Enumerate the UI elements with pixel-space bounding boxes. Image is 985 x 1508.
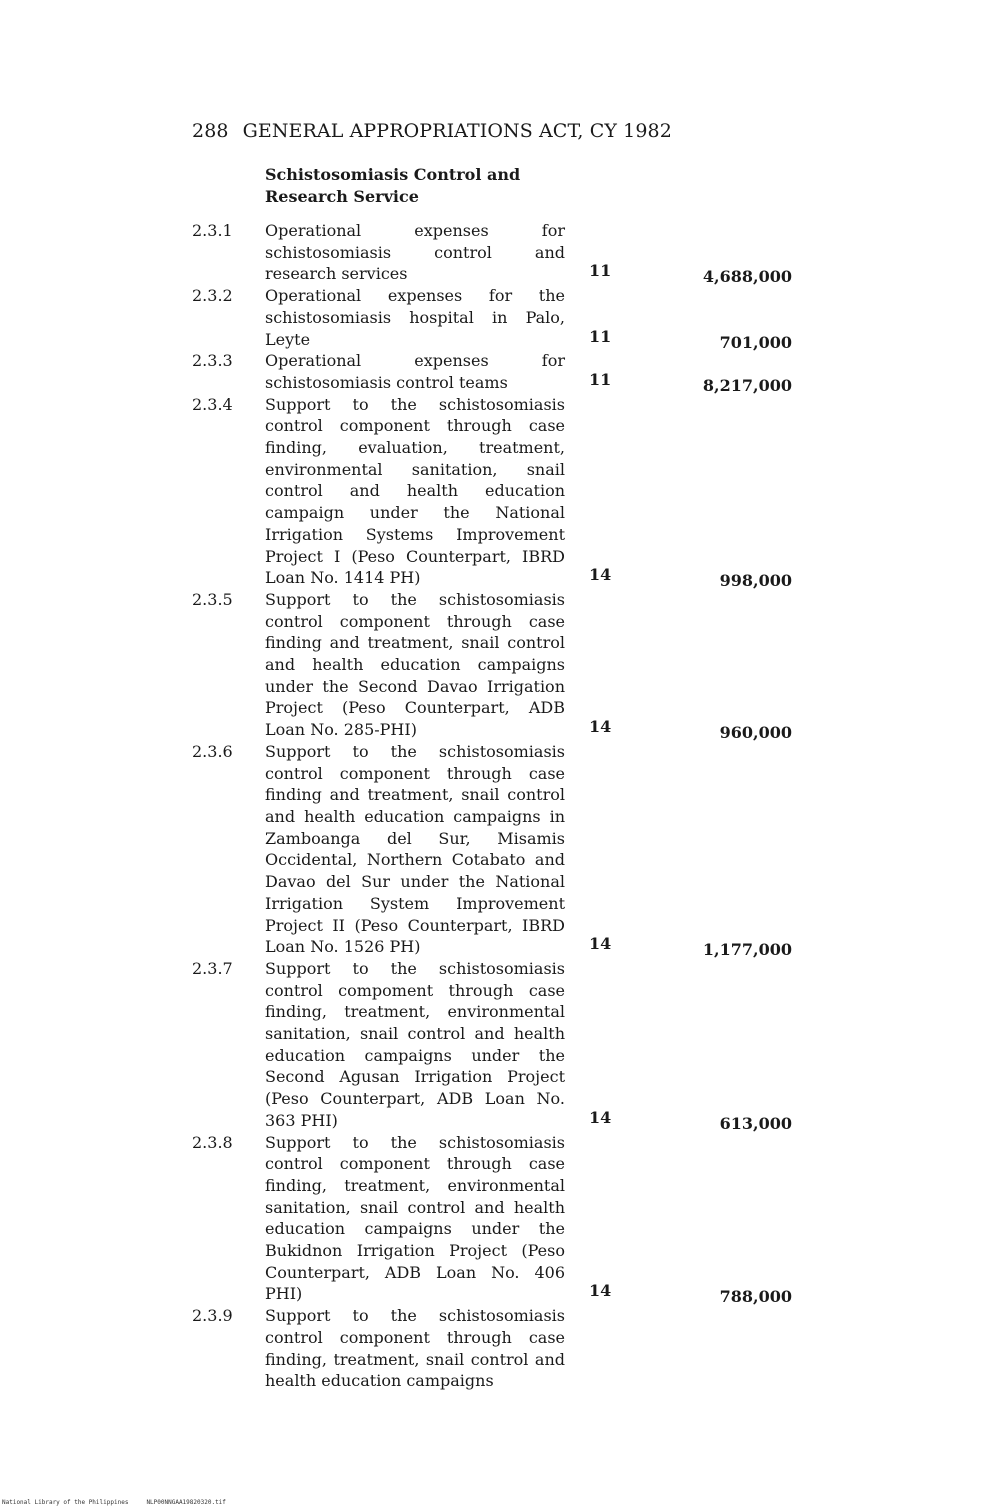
item-amount: 4,688,000 [702, 267, 792, 287]
item-number: 2.3.8 [192, 1132, 233, 1152]
item-number: 2.3.5 [192, 589, 233, 609]
item-amount: 960,000 [719, 723, 792, 743]
page-title: GENERAL APPROPRIATIONS ACT, CY 1982 [242, 120, 672, 142]
item-description: Support to the schistosomiasis control component through case finding and treatment, snail control and health education campaigns in Zamboanga del Sur, Misamis Occidental, Northern Cotabato and Davao del Sur under the National Irrigation System Improvement Project II (Peso Counterpart, IBRD Loan No. 1526 PH) [265, 741, 565, 957]
appropriation-item [192, 394, 952, 589]
item-description: Operational expenses for schistosomiasis control teams [265, 351, 565, 392]
item-amount: 613,000 [719, 1113, 792, 1133]
appropriation-item [192, 589, 952, 741]
appropriation-item [192, 1132, 952, 1306]
item-code: 11 [589, 369, 612, 389]
item-number: 2.3.2 [192, 286, 233, 306]
section-title-line: Research Service [265, 187, 419, 206]
item-number: 2.3.7 [192, 958, 233, 978]
item-code: 14 [589, 717, 612, 737]
appropriation-item [192, 350, 952, 393]
item-code: 14 [589, 934, 612, 954]
appropriation-item [192, 741, 952, 958]
appropriation-item [192, 285, 952, 350]
item-description: Support to the schistosomiasis control component through case finding, treatment, environmental sanitation, snail control and health education campaigns under the Bukidnon Irrigation Project (Peso Counterpart, ADB Loan No. 406 PHI) [265, 1132, 565, 1304]
page-header [192, 120, 672, 142]
item-description: Support to the schistosomiasis control component through case finding, treatment, snail control and health education campaigns [265, 1306, 565, 1391]
item-description: Support to the schistosomiasis control component through case finding and treatment, snail control and health education campaigns under the Second Davao Irrigation Project (Peso Counterpart, ADB Loan No. 285-PHI) [265, 589, 565, 740]
scan-footer [2, 1499, 226, 1506]
item-description: Support to the schistosomiasis control component through case finding, evaluation, treatment, environmental sanitation, snail control and health education campaign under the National Irrigation Systems Improvement Project I (Peso Counterpart, IBRD Loan No. 1414 PH) [265, 394, 565, 588]
item-amount: 1,177,000 [702, 940, 792, 960]
item-amount: 998,000 [719, 571, 792, 591]
item-number: 2.3.9 [192, 1306, 233, 1326]
item-code: 11 [589, 326, 612, 346]
footer-filename: NLP00NNGAA19820320.tif [146, 1499, 226, 1506]
section-title-line: Schistosomiasis Control and [265, 165, 521, 184]
item-description: Support to the schistosomiasis control compoment through case finding, treatment, environmental sanitation, snail control and health education campaigns under the Second Agusan Irrigation Project (Peso Counterpart, ADB Loan No. 363 PHI) [265, 958, 565, 1130]
item-number: 2.3.1 [192, 221, 233, 240]
appropriation-items-list [192, 220, 952, 1392]
item-code: 14 [589, 1107, 612, 1127]
appropriation-item [192, 1305, 952, 1392]
item-code: 14 [589, 1281, 612, 1301]
item-amount: 701,000 [719, 332, 792, 352]
item-code: 14 [589, 565, 612, 585]
item-amount: 8,217,000 [702, 375, 792, 395]
item-number: 2.3.6 [192, 741, 233, 761]
page-number: 288 [192, 120, 229, 142]
item-amount: 788,000 [719, 1287, 792, 1307]
item-code: 11 [589, 261, 612, 281]
appropriation-item [192, 220, 952, 285]
footer-source: National Library of the Philippines [2, 1499, 129, 1506]
item-number: 2.3.4 [192, 394, 233, 414]
item-number: 2.3.3 [192, 351, 233, 371]
section-title [265, 164, 585, 208]
appropriation-item [192, 958, 952, 1132]
item-description: Operational expenses for the schistosomiasis hospital in Palo, Leyte [265, 286, 565, 349]
item-description: Operational expenses for schistosomiasis control and research services [265, 221, 565, 284]
